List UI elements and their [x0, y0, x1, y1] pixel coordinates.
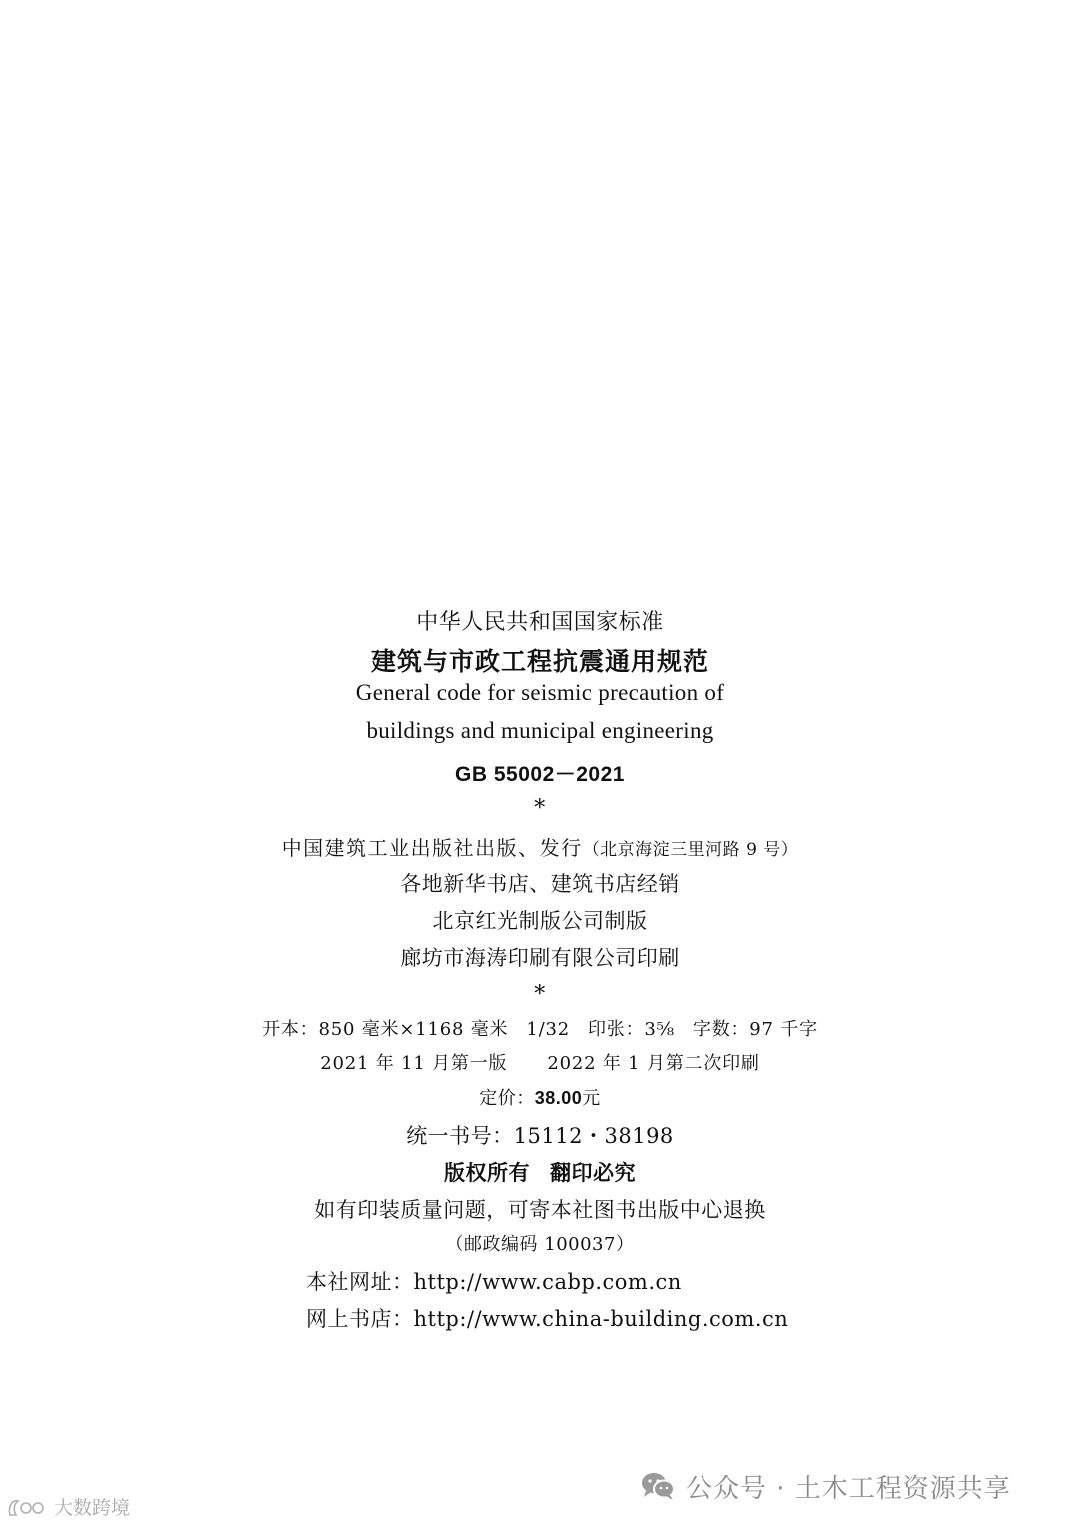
format-fold: 1/32: [526, 1019, 570, 1040]
brand-logo-icon: [6, 1495, 50, 1519]
printing-second: 2022 年 1 月第二次印刷: [547, 1053, 760, 1074]
publisher-website: 本社网址：http://www.cabp.com.cn: [306, 1270, 682, 1294]
separator-star: *: [534, 796, 546, 821]
distributor-line: 各地新华书店、建筑书店经销: [400, 872, 680, 896]
format-size: 开本：850 毫米×1168 毫米: [262, 1019, 509, 1040]
price-label: 定价：: [479, 1088, 535, 1109]
rights-reserved: 版权所有: [444, 1160, 530, 1185]
wechat-icon: [640, 1471, 676, 1501]
unified-book-number: 统一书号：15112・38198: [406, 1124, 674, 1148]
rights-line: [0, 1157, 1080, 1187]
publisher-line: [0, 832, 1080, 861]
standard-code: GB 55002－2021: [455, 763, 625, 786]
edition-first: 2021 年 11 月第一版: [320, 1053, 508, 1074]
price-line: [0, 1084, 1080, 1110]
price-value: 38.00: [534, 1088, 583, 1108]
format-sheets: 印张：3⅝: [587, 1019, 675, 1040]
wechat-watermark-text: 公众号 · 土木工程资源共享: [686, 1473, 1011, 1504]
online-bookstore: 网上书店：http://www.china-building.com.cn: [306, 1307, 789, 1331]
wechat-watermark: [640, 1466, 1011, 1506]
title-english-line-2: buildings and municipal engineering: [366, 718, 714, 743]
publisher-address: （北京海淀三里河路 9 号）: [582, 840, 799, 860]
piracy-notice: 翻印必究: [550, 1160, 636, 1185]
corner-watermark-text: 大数跨境: [54, 1497, 131, 1519]
format-specs-line: [0, 1015, 1080, 1041]
return-notice: 如有印装质量问题，可寄本社图书出版中心退换: [314, 1198, 766, 1222]
separator-star: *: [534, 982, 546, 1007]
standard-series: 中华人民共和国国家标准: [416, 610, 664, 635]
printer-line: 廊坊市海涛印刷有限公司印刷: [400, 946, 680, 970]
publisher-name: 中国建筑工业出版社出版、发行: [281, 836, 583, 860]
corner-watermark: [6, 1493, 130, 1520]
edition-line: [0, 1049, 1080, 1075]
postcode: （邮政编码 100037）: [445, 1234, 635, 1255]
title-english-line-1: General code for seismic precaution of: [355, 680, 725, 705]
format-word-count: 字数：97 千字: [692, 1019, 818, 1040]
title-chinese: 建筑与市政工程抗震通用规范: [370, 647, 709, 676]
plate-maker-line: 北京红光制版公司制版: [432, 909, 648, 933]
price-unit: 元: [582, 1088, 601, 1109]
